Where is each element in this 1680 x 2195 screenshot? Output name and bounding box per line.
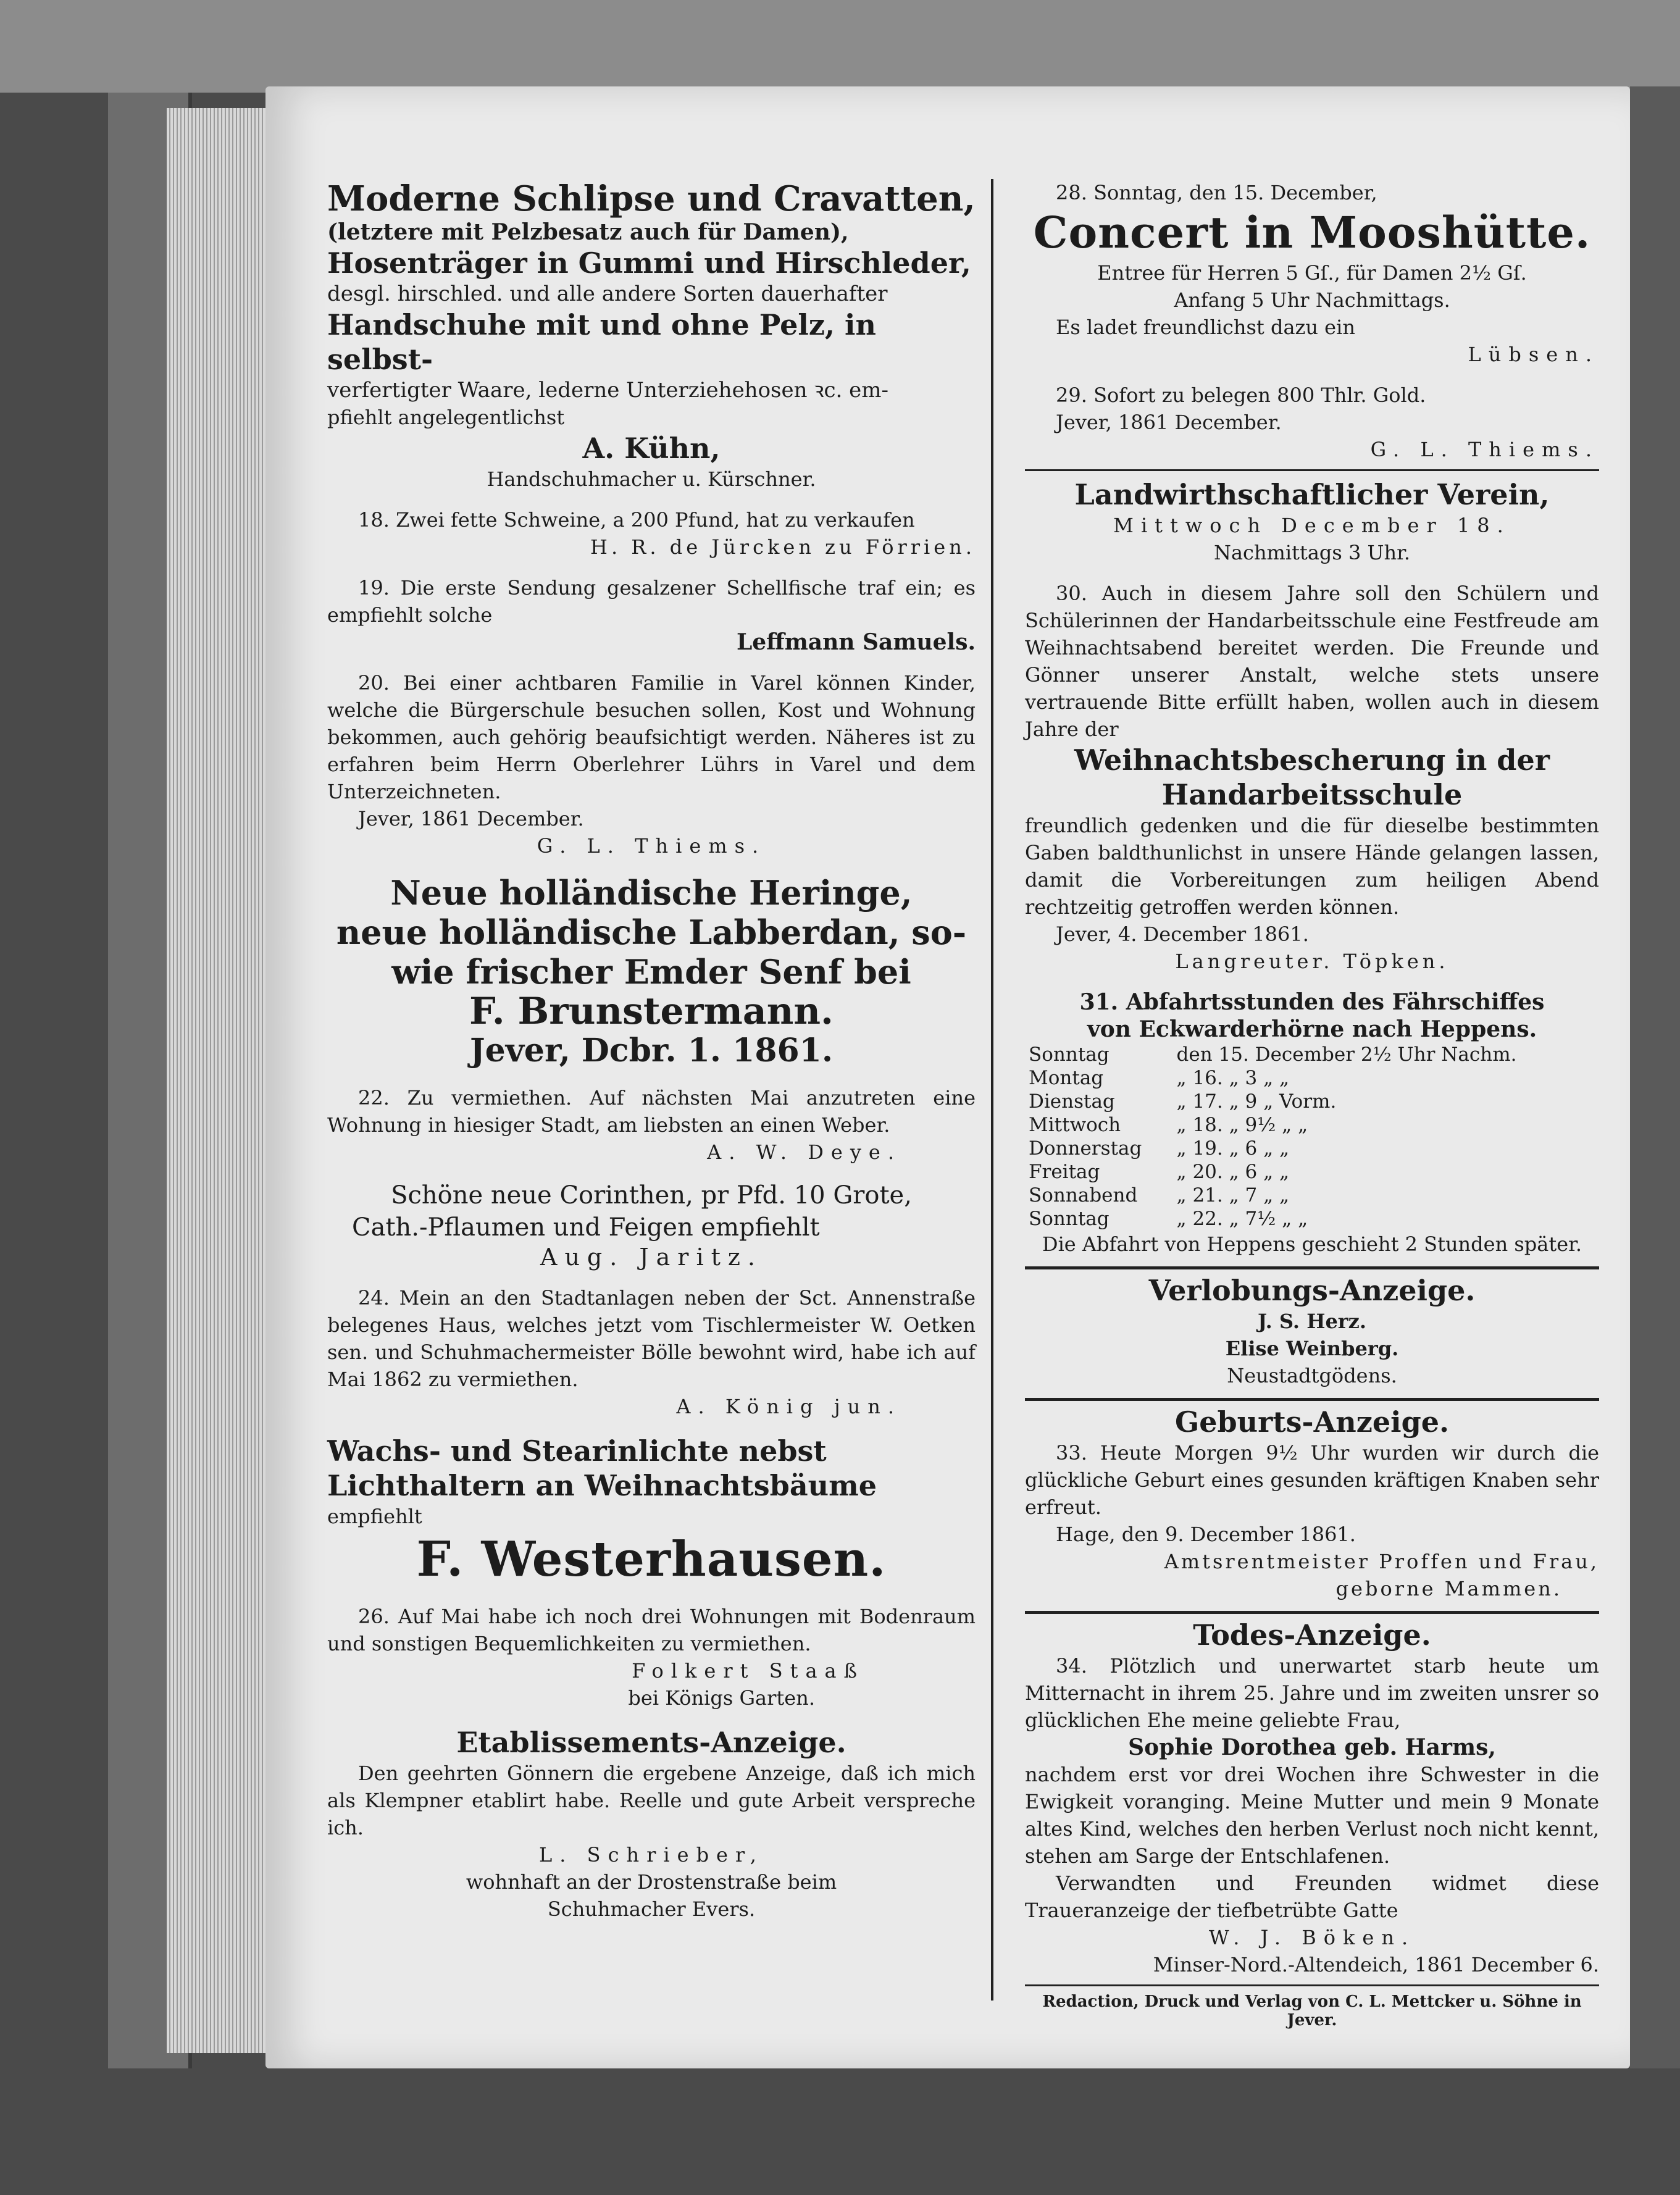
table-row: Dienstag „ 17. „ 9 „ Vorm. bbox=[1029, 1090, 1337, 1113]
ad-kuehn: Moderne Schlipse und Cravatten, (letztere mit Pelzbesatz auch für Damen), Hosenträger in Gummi und Hirschleder, desgl. hirschled. und alle andere Sorten dauerhafter Handschuhe mit und ohne Pelz, in selbst- verfertigter Waare, lederne Unterziehehosen ꝛc. em- pfiehlt angelegentlichst A. Kühn, Handschuhmacher u. Kürschner. bbox=[327, 178, 976, 491]
ad-title: Landwirthschaftlicher Verein, bbox=[1074, 478, 1550, 511]
signature: L. Schrieber, bbox=[539, 1843, 764, 1867]
ad-22: 22. Zu vermiethen. Auf nächsten Mai anzutreten eine Wohnung in hiesiger Stadt, am liebsten an einen Weber. bbox=[327, 1086, 976, 1137]
ad-brunstermann: Neue holländische Heringe, neue holländische Labberdan, so- wie frischer Emder Senf bei F. Brunstermann. Jever, Dcbr. 1. 1861. bbox=[327, 873, 976, 1071]
ad-30: 30. Auch in diesem Jahre soll den Schülern und Schülerinnen der Handarbeitsschule eine Festfreude am Weihnachtsabend bereitet werden. Die Freunde und Gönner unserer Anstalt, welche stets unsere vertrauende Bitte erfüllt haben, wollen auch in diesem Jahre der Weihnachtsbescherung in der Handarbeitsschule freundlich gedenken und die für dieselbe bestimmten Gaben baldthunlichst in unsere Hände gelangen lassen, damit die Vorbereitungen zum heiligen Abend rechtzeitig getroffen werden können. Jever, 4. December 1861. Langreuter. Töpken. bbox=[1025, 580, 1599, 975]
ad-title: Etablissements-Anzeige. bbox=[456, 1726, 846, 1759]
left-column: Moderne Schlipse und Cravatten, (letztere mit Pelzbesatz auch für Damen), Hosenträger in Gummi und Hirschleder, desgl. hirschled. und alle andere Sorten dauerhafter Handschuhe mit und ohne Pelz, in selbst- verfertigter Waare, lederne Unterziehehosen ꝛc. em- pfiehlt angelegentlichst A. Kühn, Handschuhmacher u. Kürschner. 18. Zwei fette Schweine, a 200 Pfund, hat zu verkaufen H. R. de Jürcken zu Förrien. 19. Die erste Sendung gesalzener Schellfische traf ein; es empfiehlt solche Leffmann Samuels. 20. Bei einer achtbaren Familie in Varel können Kinder, welche die Bürgerschule besuchen sollen, Kost und Wohnung bekommen, auch gehörig beaufsichtigt werden. Näheres ist zu erfahren beim Herrn Oberlehrer Lührs in Varel und dem Unterzeichneten. Jever, 1861 December. G. L. Thiems. Neue holländische Heringe, neue holländische Labberdan, so- wie frischer Emder Senf bei F. Brunstermann. Jever, Dcbr. 1. 1861. 22. Zu vermiethen. Auf nächsten Mai anzutreten eine Wohnung in hiesiger Stadt, am liebsten an einen Weber. A. W. Deye. Schöne neue Corinthen, pr Pfd. 10 Grote, Cath.-Pflaumen und Feigen empfiehlt Aug. Jaritz. 24. Mein an den Stadtanlagen neben der Sct. Annenstraße belegenes Haus, welches jetzt vom Tischlermeister W. Oetken sen. und Schuhmachermeister Bölle bewohnt wird, habe ich auf Mai 1862 zu vermiethen. A. König jun. Wachs- und Stearinlichte nebst Lichthaltern an Weihnachtsbäume empfiehlt F. Westerhausen. 26. Auf Mai habe ich noch drei Wohnungen mit Bodenraum und sonstigen Bequemlichkeiten zu vermiethen. Folkert Staaß bei Königs Garten. Etablissements-Anzeige. Den geehrten Gönnern die ergebene Anzeige, daß ich mich als Klempner etablirt habe. Reelle und gute Arbeit verspreche ich. L. Schrieber, wohnhaft an der Drostenstraße beim Schuhmacher Evers. bbox=[327, 179, 976, 1923]
table-row: Montag „ 16. „ 3 „ „ bbox=[1029, 1067, 1290, 1089]
ad-todes: Todes-Anzeige. 34. Plötzlich und unerwartet starb heute um Mitternacht in ihrem 25. Jahre und im zweiten unsrer so glücklichen Ehe meine geliebte Frau, Sophie Dorothea geb. Harms, nachdem erst vor drei Wochen ihre Schwester in die Ewigkeit voranging. Meine Mutter und mein 9 Monate altes Kind, welches den herben Verlust noch nicht kennt, stehen am Sarge der Entschlafenen. Verwandten und Freunden widmet diese Traueranzeige der tiefbetrübte Gatte W. J. Böken. Minser-Nord.-Altendeich, 1861 December 6. bbox=[1025, 1618, 1599, 1976]
table-row: Donnerstag „ 19. „ 6 „ „ bbox=[1029, 1137, 1290, 1160]
ad-geburt: Geburts-Anzeige. 33. Heute Morgen 9½ Uhr wurden wir durch die glückliche Geburt eines gesunden kräftigen Knaben sehr erfreut. Hage, den 9. December 1861. Amtsrentmeister Proffen und Frau, geborne Mammen. bbox=[1025, 1405, 1599, 1600]
signature: H. R. de Jürcken zu Förrien. bbox=[590, 535, 976, 559]
signature: Aug. Jaritz. bbox=[540, 1244, 763, 1271]
table-row: Freitag „ 20. „ 6 „ „ bbox=[1029, 1161, 1290, 1183]
ad-verein: Landwirthschaftlicher Verein, Mittwoch December 18. Nachmittags 3 Uhr. bbox=[1025, 477, 1599, 566]
ad-concert: 28. Sonntag, den 15. December, Concert in Mooshütte. Entree für Herren 5 Gſ., für Damen 2½ Gſ. Anfang 5 Uhr Nachmittags. Es ladet freundlichst dazu ein Lübsen. bbox=[1025, 179, 1599, 368]
ad-18: 18. Zwei fette Schweine, a 200 Pfund, hat zu verkaufen bbox=[358, 508, 915, 532]
signature: Amtsrentmeister Proffen und Frau, bbox=[1164, 1550, 1599, 1573]
ad-ferry-schedule: 31. Abfahrtsstunden des Fährschiffes von Eckwarderhörne nach Heppens. Sonntag den 15. December 2½ Uhr Nachm. Montag „ 16. „ 3 „ „ Dienstag „ 17. „ 9 „ Vorm. Mittwoch „ 18. „ 9½ „ „ Donnerstag „ 19. „ 6 „ „ Freitag „ 20. „ 6 „ „ Sonnabend „ 21. „ 7 „ „ Sonntag „ 22. „ 7½ „ „ Die Abfahrt von Heppens geschieht 2 Stunden später. bbox=[1025, 989, 1599, 1258]
newspaper-page bbox=[265, 86, 1630, 2068]
signature: Lübsen. bbox=[1468, 343, 1599, 366]
ad-24: 24. Mein an den Stadtanlagen neben der Sct. Annenstraße belegenes Haus, welches jetzt vom Tischlermeister W. Oetken sen. und Schuhmachermeister Bölle bewohnt wird, habe ich auf Mai 1862 zu vermiethen. bbox=[327, 1286, 976, 1391]
ad-schrieber: Etablissements-Anzeige. Den geehrten Gönnern die ergebene Anzeige, daß ich mich als Klempner etablirt habe. Reelle und gute Arbeit verspreche ich. L. Schrieber, wohnhaft an der Drostenstraße beim Schuhmacher Evers. bbox=[327, 1726, 976, 1921]
right-column: 28. Sonntag, den 15. December, Concert in Mooshütte. Entree für Herren 5 Gſ., für Damen 2½ Gſ. Anfang 5 Uhr Nachmittags. Es ladet freundlichst dazu ein Lübsen. 29. Sofort zu belegen 800 Thlr. Gold. Jever, 1861 December. G. L. Thiems. Landwirthschaftlicher Verein, Mittwoch December 18. Nachmittags 3 Uhr. 30. Auch in diesem Jahre soll den Schülern und Schülerinnen der Handarbeitsschule eine Festfreude am Weihnachtsabend bereitet werden. Die Freunde und Gönner unserer Anstalt, welche stets unsere vertrauende Bitte erfüllt haben, wollen auch in diesem Jahre der Weihnachtsbescherung in der Handarbeitsschule freundlich gedenken und die für dieselbe bestimmten Gaben baldthunlichst in unsere Hände gelangen lassen, damit die Vorbereitungen zum heiligen Abend rechtzeitig getroffen werden können. Jever, 4. December 1861. Langreuter. Töpken. 31. Abfahrtsstunden des Fährschiffes von Eckwarderhörne nach Heppens. Sonntag den 15. December 2½ Uhr Nachm. Montag „ 16. „ 3 „ „ Dienstag „ 17. „ 9 „ Vorm. Mittwoch „ 18. „ 9½ „ „ Donnerstag „ 19. „ 6 „ „ Freitag „ 20. „ 6 „ „ Sonnabend „ 21. „ 7 „ „ Sonntag „ 22. „ 7½ „ „ Die Abfahrt von Heppens geschieht 2 Stunden später. Verlobungs-Anzeige. J. S. Herz. Elise Weinberg. Neustadtgödens. Geburts-Anzeige. 33. Heute Morgen 9½ Uhr wurden wir durch die glückliche Geburt eines gesunden kräftigen Knaben sehr erfreut. Hage, den 9. December 1861. Amtsrentmeister Proffen und Frau, geborne Mammen. Todes-Anzeige. 34. Plötzlich und unerwartet starb heute um Mitternacht in ihrem 25. Jahre und im zweiten unsrer so glücklichen Ehe meine geliebte Frau, Sophie Dorothea geb. Harms, nachdem erst vor drei Wochen ihre Schwester in die Ewigkeit voranging. Meine Mutter und mein 9 Monate altes Kind, welches den herben Verlust noch nicht kennt, stehen am Sarge der Entschlafenen. Verwandten und Freunden widmet diese Traueranzeige der tiefbetrübte Gatte W. J. Böken. Minser-Nord.-Altendeich, 1861 December 6. Redaction, Druck und Verlag von C. L. Mettcker u. Söhne in Jever. bbox=[1025, 179, 1599, 2030]
table-row: Mittwoch „ 18. „ 9½ „ „ bbox=[1029, 1114, 1308, 1136]
ad-westerhausen: Wachs- und Stearinlichte nebst Lichthaltern an Weihnachtsbäume empfiehlt F. Westerhausen. bbox=[327, 1434, 976, 1589]
signature: G. L. Thiems. bbox=[537, 834, 766, 858]
signature: F. Brunstermann. bbox=[469, 990, 834, 1033]
ad-title: Concert in Mooshütte. bbox=[1033, 207, 1591, 258]
ad-19: 19. Die erste Sendung gesalzener Schellfische traf ein; es empfiehlt solche bbox=[327, 576, 976, 627]
column-divider bbox=[991, 179, 993, 2001]
ad-title: Verlobungs-Anzeige. bbox=[1148, 1274, 1476, 1307]
ad-title: Todes-Anzeige. bbox=[1193, 1618, 1431, 1652]
page-edges bbox=[167, 108, 272, 2053]
signature: Langreuter. Töpken. bbox=[1175, 950, 1449, 973]
ad-20: 20. Bei einer achtbaren Familie in Varel können Kinder, welche die Bürgerschule besuchen sollen, Kost und Wohnung bekommen, auch gehörig beaufsichtigt werden. Näheres ist zu erfahren beim Herrn Oberlehrer Lührs in Varel und dem Unterzeichneten. bbox=[327, 671, 976, 803]
ad-title: Geburts-Anzeige. bbox=[1174, 1405, 1450, 1439]
signature: A. W. Deye. bbox=[707, 1140, 901, 1164]
signature: G. L. Thiems. bbox=[1370, 438, 1599, 461]
table-row: Sonnabend „ 21. „ 7 „ „ bbox=[1029, 1184, 1290, 1206]
signature: Leffmann Samuels. bbox=[736, 629, 976, 655]
ad-verlobung: Verlobungs-Anzeige. J. S. Herz. Elise Weinberg. Neustadtgödens. bbox=[1025, 1273, 1599, 1389]
signature: Folkert Staaß bbox=[632, 1659, 864, 1683]
table-row: Sonntag den 15. December 2½ Uhr Nachm. bbox=[1029, 1043, 1517, 1066]
ad-29: 29. Sofort zu belegen 800 Thlr. Gold. bbox=[1056, 383, 1426, 407]
signature: A. König jun. bbox=[676, 1395, 901, 1418]
ad-26: 26. Auf Mai habe ich noch drei Wohnungen mit Bodenraum und sonstigen Bequemlichkeiten zu vermiethen. bbox=[327, 1605, 976, 1655]
table-row: Sonntag „ 22. „ 7½ „ „ bbox=[1029, 1208, 1308, 1230]
signature: W. J. Böken. bbox=[1208, 1926, 1416, 1949]
signature: F. Westerhausen. bbox=[416, 1531, 887, 1587]
ferry-table bbox=[1025, 1043, 1599, 1231]
right-shadow bbox=[1630, 86, 1680, 2068]
signature: A. Kühn, bbox=[582, 432, 721, 465]
background-top bbox=[0, 0, 1680, 93]
ad-jaritz: Schöne neue Corinthen, pr Pfd. 10 Grote, Cath.-Pflaumen und Feigen empfiehlt Aug. Jaritz. bbox=[327, 1179, 976, 1271]
imprint-footer: Redaction, Druck und Verlag von C. L. Mettcker u. Söhne in Jever. bbox=[1042, 1992, 1582, 2030]
ad-headline: Moderne Schlipse und Cravatten, bbox=[327, 178, 976, 219]
